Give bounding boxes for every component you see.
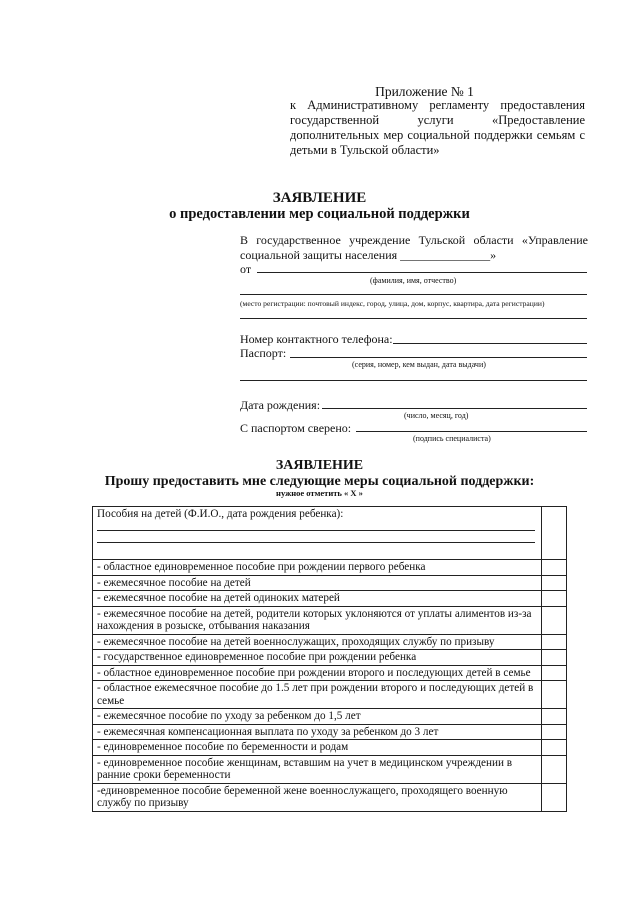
birth-label: Дата рождения: [240,398,321,412]
mark-checkbox[interactable] [542,783,567,811]
table-row [93,665,567,681]
benefit-label: - ежемесячное пособие на детей [93,575,542,591]
children-cell [93,507,542,560]
benefit-label: - ежемесячное пособие по уходу за ребенком до 1,5 лет [93,709,542,725]
birth-hint: (число, месяц, год) [404,411,469,420]
passport-field-2[interactable] [240,380,587,381]
table-row [93,634,567,650]
children-label: Пособия на детей (Ф.И.О., дата рождения ребенка): [97,508,344,520]
mark-checkbox[interactable] [542,665,567,681]
table-row [93,560,567,576]
children-line-1[interactable] [97,530,535,531]
table-row [93,724,567,740]
passport-label: Паспорт: [240,346,287,360]
phone-label: Номер контактного телефона: [240,332,393,346]
benefit-label: - единовременное пособие женщинам, вставшим на учет в медицинском учреждении в ранние сроки беременности [93,755,542,783]
appendix-text: к Административному регламенту предоставления государственной услуги «Предоставление дополнительных мер социальной поддержки семьям с детьми в Тульской области» [290,98,585,157]
table-row [93,606,567,634]
benefit-label: - ежемесячное пособие на детей одиноких матерей [93,591,542,607]
mark-checkbox[interactable] [542,606,567,634]
passport-field[interactable] [290,357,587,358]
table-row-children [93,507,567,560]
benefit-label: - государственное единовременное пособие при рождении ребенка [93,650,542,666]
registration-hint: (место регистрации: почтовый индекс, город, улица, дом, корпус, квартира, дата регистрации) [240,299,545,308]
table-row [93,650,567,666]
table-row [93,681,567,709]
request-subtitle: Прошу предоставить мне следующие меры социальной поддержки: [104,474,535,489]
benefit-label: - областное ежемесячное пособие до 1.5 лет при рождении второго и последующих детей в семье [93,681,542,709]
benefits-table [92,506,567,812]
verified-hint: (подпись специалиста) [413,434,491,443]
table-row [93,575,567,591]
request-note: нужное отметить « X » [276,488,363,498]
mark-checkbox[interactable] [542,575,567,591]
mark-checkbox[interactable] [542,507,567,560]
verified-label: С паспортом сверено: [240,421,352,435]
phone-field[interactable] [393,343,587,344]
registration-field-2[interactable] [240,318,587,319]
specialist-signature-field[interactable] [356,431,587,432]
children-line-2[interactable] [97,542,535,543]
benefit-label: - областное единовременное пособие при рождении второго и последующих детей в семье [93,665,542,681]
mark-checkbox[interactable] [542,755,567,783]
from-name-field[interactable] [257,272,587,273]
mark-checkbox[interactable] [542,650,567,666]
benefit-label: - ежемесячное пособие на детей, родители которых уклоняются от уплаты алиментов из-за нахождения в розыске, отбывания наказания [93,606,542,634]
name-hint: (фамилия, имя, отчество) [370,276,457,285]
birth-date-field[interactable] [322,408,587,409]
document-subtitle: о предоставлении мер социальной поддержки [169,206,470,222]
table-row [93,709,567,725]
table-row [93,755,567,783]
mark-checkbox[interactable] [542,724,567,740]
benefit-label: -единовременное пособие беременной жене военнослужащего, проходящего военную службу по призыву [93,783,542,811]
mark-checkbox[interactable] [542,681,567,709]
mark-checkbox[interactable] [542,740,567,756]
mark-checkbox[interactable] [542,560,567,576]
table-row [93,591,567,607]
benefit-label: - областное единовременное пособие при рождении первого ребенка [93,560,542,576]
benefit-label: - ежемесячное пособие на детей военнослужащих, проходящих службу по призыву [93,634,542,650]
benefit-label: - ежемесячная компенсационная выплата по уходу за ребенком до 3 лет [93,724,542,740]
table-row [93,740,567,756]
from-label: от [240,262,252,276]
benefit-label: - единовременное пособие по беременности и родам [93,740,542,756]
table-row [93,783,567,811]
addressee-text: В государственное учреждение Тульской области «Управление социальной защиты населения _______________» [240,233,588,262]
mark-checkbox[interactable] [542,709,567,725]
mark-checkbox[interactable] [542,634,567,650]
appendix-title: Приложение № 1 [375,84,474,99]
registration-field[interactable] [240,294,587,295]
request-title: ЗАЯВЛЕНИЕ [275,458,364,473]
mark-checkbox[interactable] [542,591,567,607]
passport-hint: (серия, номер, кем выдан, дата выдачи) [352,360,486,369]
document-title: ЗАЯВЛЕНИЕ [272,190,367,206]
